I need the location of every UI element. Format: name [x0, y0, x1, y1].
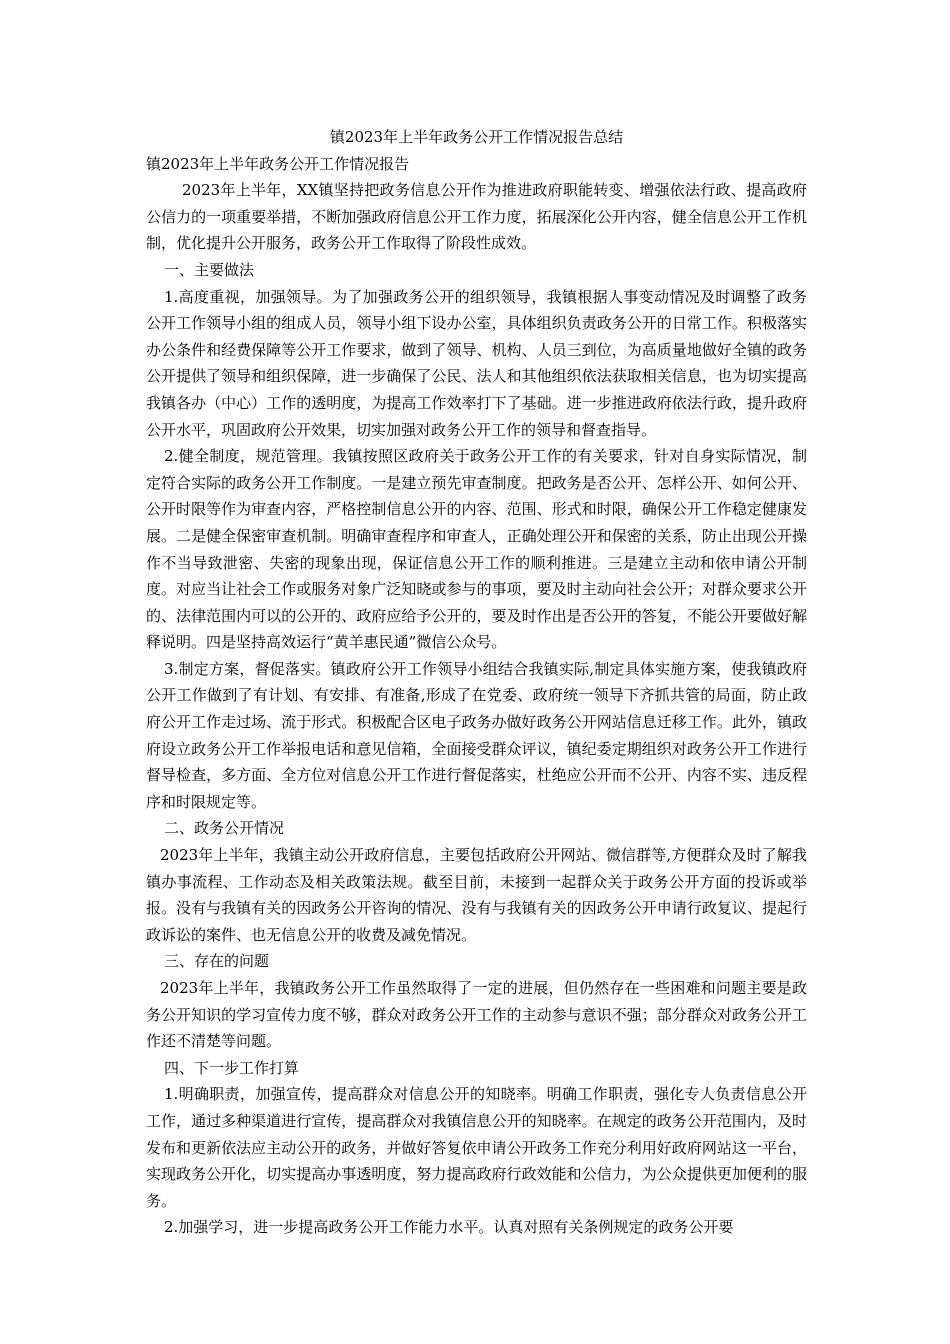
document-subtitle: 镇2023年上半年政务公开工作情况报告 — [146, 154, 410, 173]
section-heading-3: 三、存在的问题 — [164, 952, 270, 971]
section1-paragraph-1: 1.高度重视，加强领导。为了加强政务公开的组织领导，我镇根据人事变动情况及时调整了政务公开工作领导小组的组成人员，领导小组下设办公室，具体组织负责政务公开的日常工作。积极落实办公条件和经费保障等公开工作要求，做到了领导、机构、人员三到位，为高质量地做好全镇的政务公开提供了领导和组织保障，进一步确保了公民、法人和其他组织依法获取相关信息，也为切实提高我镇各办（中心）工作的透明度，为提高工作效率打下了基础。进一步推进政府依法行政，提升政府公开水平，巩固政府公开效果，切实加强对政务公开工作的领导和督查指导。 — [146, 287, 807, 439]
document-body — [146, 124, 807, 1241]
section4-paragraph-1: 1.明确职责，加强宣传，提高群众对信息公开的知晓率。明确工作职责，强化专人负责信息公开工作，通过多种渠道进行宣传，提高群众对我镇信息公开的知晓率。在规定的政务公开范围内，及时发布和更新依法应主动公开的政务，并做好答复依申请公开政务工作充分利用好政府网站这一平台，实现政务公开化，切实提高办事透明度，努力提高政府行政效能和公信力，为公众提供更加便利的服务。 — [146, 1085, 807, 1210]
document-title: 镇2023年上半年政务公开工作情况报告总结 — [329, 128, 624, 146]
section2-paragraph-1: 2023年上半年，我镇主动公开政府信息，主要包括政府公开网站、微信群等,方便群众及时了解我镇办事流程、工作动态及相关政策法规。截至目前，未接到一起群众关于政务公开方面的投诉或举报。没有与我镇有关的因政务公开咨询的情况、没有与我镇有关的因政务公开申请行政复议、提起行政诉讼的案件、也无信息公开的收费及减免情况。 — [146, 846, 807, 944]
section-heading-2: 二、政务公开情况 — [164, 819, 285, 838]
section3-paragraph-1: 2023年上半年，我镇政务公开工作虽然取得了一定的进展，但仍然存在一些困难和问题主要是政务公开知识的学习宣传力度不够，群众对政务公开工作的主动参与意识不强；部分群众对政务公开工作还不清楚等问题。 — [146, 979, 807, 1051]
intro-paragraph: 2023年上半年，XX镇坚持把政务信息公开作为推进政府职能转变、增强依法行政、提高政府公信力的一项重要举措，不断加强政府信息公开工作力度，拓展深化公开内容，健全信息公开工作机制，优化提升公开服务，政务公开工作取得了阶段性成效。 — [146, 181, 807, 253]
section-heading-1: 一、主要做法 — [164, 260, 255, 279]
section-heading-4: 四、下一步工作打算 — [164, 1058, 300, 1077]
section1-paragraph-2: 2.健全制度，规范管理。我镇按照区政府关于政务公开工作的有关要求，针对自身实际情况，制定符合实际的政务公开工作制度。一是建立预先审查制度。把政务是否公开、怎样公开、如何公开、公开时限等作为审查内容，严格控制信息公开的内容、范围、形式和时限，确保公开工作稳定健康发展。二是健全保密审查机制。明确审查程序和审查人，正确处理公开和保密的关系，防止出现公开操作不当导致泄密、失密的现象出现，保证信息公开工作的顺利推进。三是建立主动和依申请公开制度。对应当让社会工作或服务对象广泛知晓或参与的事项，要及时主动向社会公开；对群众要求公开的、法律范围内可以的公开的、政府应给予公开的，要及时作出是否公开的答复，不能公开要做好解释说明。四是坚持高效运行“黄羊惠民通”微信公众号。 — [146, 447, 807, 652]
section1-paragraph-3: 3.制定方案，督促落实。镇政府公开工作领导小组结合我镇实际,制定具体实施方案，使我镇政府公开工作做到了有计划、有安排、有准备,形成了在党委、政府统一领导下齐抓共管的局面，防止政府公开工作走过场、流于形式。积极配合区电子政务办做好政务公开网站信息迁移工作。此外，镇政府设立政务公开工作举报电话和意见信箱，全面接受群众评议，镇纪委定期组织对政务公开工作进行督导检查，多方面、全方位对信息公开工作进行督促落实，杜绝应公开而不公开、内容不实、违反程序和时限规定等。 — [146, 659, 807, 811]
section4-paragraph-2: 2.加强学习，进一步提高政务公开工作能力水平。认真对照有关条例规定的政务公开要 — [164, 1218, 734, 1237]
